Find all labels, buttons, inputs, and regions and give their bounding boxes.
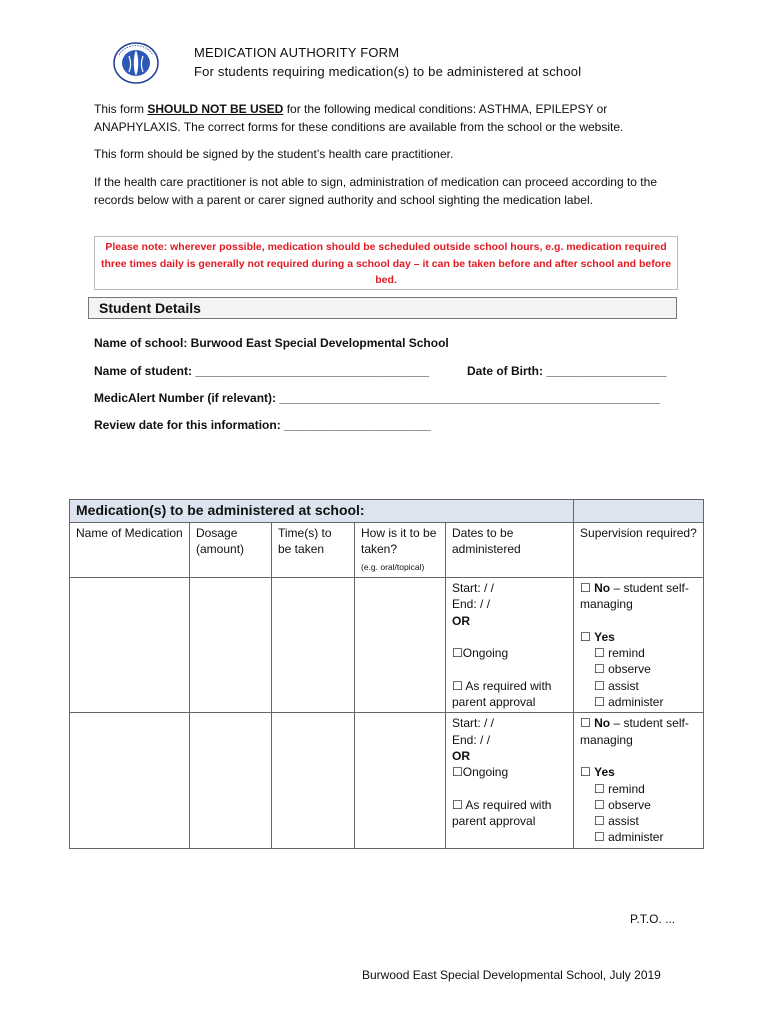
col-header-times: Time(s) to be taken: [272, 523, 355, 578]
as-required-checkbox[interactable]: ☐ As required with parent approval: [452, 797, 552, 829]
form-title: MEDICATION AUTHORITY FORM: [194, 45, 400, 60]
dates-cell: [446, 713, 574, 848]
intro-paragraph-3: If the health care practitioner is not able to sign, administration of medication can proceed according to the records below with a parent or carer signed authority and school sighting the medication label.: [94, 175, 657, 207]
intro-paragraph-2: This form should be signed by the student’s health care practitioner.: [94, 147, 454, 161]
intro-text: This form: [94, 102, 148, 116]
end-date-field[interactable]: End: / /: [452, 732, 491, 747]
dosage-cell[interactable]: [190, 578, 272, 713]
remind-checkbox[interactable]: ☐ remind: [594, 646, 645, 661]
how-cell[interactable]: [355, 713, 446, 848]
no-self-managing-checkbox[interactable]: [580, 715, 697, 748]
yes-checkbox[interactable]: [580, 764, 697, 780]
dates-cell: [446, 578, 574, 713]
yes-checkbox[interactable]: [580, 629, 697, 645]
no-self-managing-checkbox[interactable]: [580, 580, 697, 613]
or-label: OR: [452, 748, 470, 763]
heading-blank-cell: [574, 500, 704, 523]
medicalert-number-field[interactable]: MedicAlert Number (if relevant): _________________________________________________________: [94, 391, 660, 405]
yes-label: Yes: [594, 629, 615, 644]
checkbox-icon: ☐: [580, 629, 595, 644]
checkbox-icon: ☐: [580, 581, 595, 595]
assist-checkbox[interactable]: ☐ assist: [594, 814, 639, 829]
school-logo: [111, 41, 161, 85]
supervision-cell: [574, 713, 704, 848]
warning-emphasis: SHOULD NOT BE USED: [147, 102, 284, 116]
medication-name-cell[interactable]: [70, 578, 190, 713]
assist-checkbox[interactable]: ☐ assist: [594, 678, 639, 693]
times-cell[interactable]: [272, 713, 355, 848]
ongoing-checkbox[interactable]: ☐Ongoing: [452, 765, 509, 780]
student-details-heading: Student Details: [88, 297, 677, 319]
start-date-field[interactable]: Start: / /: [452, 581, 495, 595]
medication-table: [69, 499, 704, 849]
checkbox-icon: ☐: [580, 716, 595, 731]
page-turn-over: P.T.O. ...: [630, 912, 676, 926]
review-date-field[interactable]: Review date for this information: ______________________: [94, 418, 431, 432]
page-footer: Burwood East Special Developmental School, July 2019: [362, 968, 661, 982]
as-required-checkbox[interactable]: ☐ As required with parent approval: [452, 678, 552, 710]
how-cell[interactable]: [355, 578, 446, 713]
date-of-birth-field[interactable]: Date of Birth: __________________: [467, 364, 667, 378]
no-label: No: [594, 716, 611, 731]
ongoing-checkbox[interactable]: ☐Ongoing: [452, 646, 509, 661]
col-header-name: Name of Medication: [70, 523, 190, 578]
col-header-how: [355, 523, 446, 578]
dosage-cell[interactable]: [190, 713, 272, 848]
school-name-field: Name of school: Burwood East Special Developmental School: [94, 336, 449, 350]
col-header-dates: Dates to be administered: [446, 523, 574, 578]
observe-checkbox[interactable]: ☐ observe: [594, 662, 651, 677]
medication-table-heading: Medication(s) to be administered at school:: [70, 500, 574, 523]
intro-paragraph-1: [94, 101, 684, 136]
col-header-how-hint: (e.g. oral/topical): [361, 562, 425, 572]
start-date-field[interactable]: Start: / /: [452, 716, 495, 731]
no-label: No: [594, 581, 611, 595]
checkbox-icon: ☐: [580, 765, 595, 780]
yes-label: Yes: [594, 765, 615, 780]
self-managing-label: – student self-managing: [580, 581, 689, 612]
administer-checkbox[interactable]: ☐ administer: [594, 695, 664, 710]
self-managing-label: – student self-managing: [580, 716, 689, 747]
medication-name-cell[interactable]: [70, 713, 190, 848]
supervision-cell: [574, 578, 704, 713]
medication-row: [70, 713, 704, 848]
administer-checkbox[interactable]: ☐ administer: [594, 830, 664, 845]
medication-row: [70, 578, 704, 713]
or-label: OR: [452, 613, 470, 628]
col-header-dosage: Dosage (amount): [190, 523, 272, 578]
times-cell[interactable]: [272, 578, 355, 713]
student-name-field[interactable]: Name of student: ___________________________________: [94, 364, 429, 378]
scheduling-note: Please note: wherever possible, medication should be scheduled outside school hours, e.g. medication required three times daily is generally not required during a school day – it can be taken before and after school and before bed.: [94, 236, 678, 290]
end-date-field[interactable]: End: / /: [452, 597, 491, 612]
col-header-how-label: How is it to be taken?: [361, 526, 437, 556]
remind-checkbox[interactable]: ☐ remind: [594, 781, 645, 796]
col-header-supervision: Supervision required?: [574, 523, 704, 578]
form-subtitle: For students requiring medication(s) to be administered at school: [194, 64, 582, 79]
intro-text: for the following medical conditions: ASTHMA, EPILEPSY or ANAPHYLAXIS. The correct forms for these conditions are available from the school or the website.: [94, 102, 624, 134]
observe-checkbox[interactable]: ☐ observe: [594, 797, 651, 812]
